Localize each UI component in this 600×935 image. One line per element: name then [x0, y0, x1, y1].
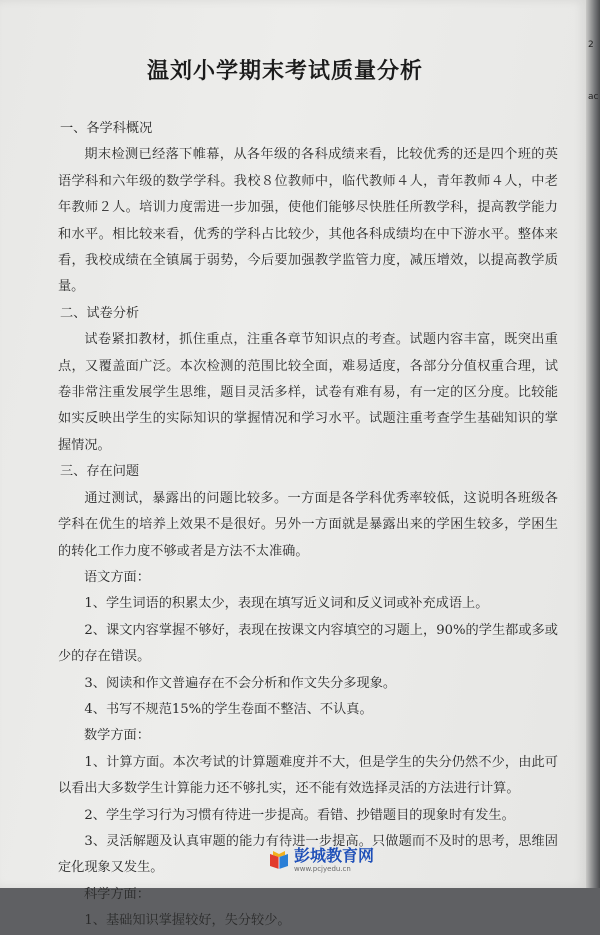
book-logo-icon — [268, 849, 290, 871]
list-item: 3、灵活解题及认真审题的能力有待进一步提高。只做题而不及时的思考，思维固定化现象又发生。 — [58, 833, 558, 876]
document-body — [58, 116, 558, 935]
list-item: 3、阅读和作文普遍存在不会分析和作文失分多现象。 — [84, 675, 397, 691]
list-item: 1、计算方面。本次考试的计算题难度并不大，但是学生的失分仍然不少，由此可以看出大多数学生计算能力还不够扎实，还不能有效选择灵活的方法进行计算。 — [58, 754, 558, 797]
page-title: 温刘小学期末考试质量分析 — [146, 59, 423, 84]
paragraph: 通过测试，暴露出的问题比较多。一方面是各学科优秀率较低，这说明各班级各学科在优生的培养上效果不是很好。另外一方面就是暴露出来的学困生较多，学困生的转化工作力度不够或者是方法不太准确。 — [58, 490, 558, 559]
list-item: 2、学生学习行为习惯有待进一步提高。看错、抄错题目的现象时有发生。 — [84, 807, 515, 823]
subject-heading: 科学方面： — [84, 886, 150, 902]
section-heading: 二、试卷分析 — [60, 305, 140, 321]
list-item: 2、课文内容掌握不够好，表现在按课文内容填空的习题上，90%的学生都或多或少的存在错误。 — [58, 622, 558, 665]
edge-mark: 2 — [588, 40, 594, 50]
subject-heading: 数学方面： — [84, 728, 150, 744]
page-edge — [586, 0, 600, 888]
watermark-name: 彭城教育网 — [294, 845, 375, 865]
subject-heading: 语文方面： — [84, 569, 150, 585]
list-item: 1、基础知识掌握较好，失分较少。 — [84, 913, 291, 929]
watermark-logo — [268, 845, 374, 875]
section-heading: 三、存在问题 — [60, 464, 140, 480]
edge-mark: ac — [588, 92, 599, 102]
paragraph: 试卷紧扣教材，抓住重点，注重各章节知识点的考查。试题内容丰富，既突出重点，又覆盖面广泛。本次检测的范围比较全面，难易适度，各部分分值权重合理，试卷非常注重发展学生思维，题目灵活多样，试卷有难有易，有一定的区分度。比较能如实反映出学生的实际知识的掌握情况和学习水平。试题注重考查学生基础知识的掌握情况。 — [58, 332, 558, 453]
list-item: 1、学生词语的积累太少，表现在填写近义词和反义词或补充成语上。 — [84, 596, 489, 612]
list-item: 4、书写不规范15%的学生卷面不整洁、不认真。 — [84, 701, 373, 717]
watermark-url: www.pcjyedu.cn — [294, 864, 351, 873]
section-heading: 一、各学科概况 — [60, 121, 153, 136]
paragraph: 期末检测已经落下帷幕，从各年级的各科成绩来看，比较优秀的还是四个班的英语学科和六年级的数学学科。我校８位教师中，临代教师４人，青年教师４人，中老年教师２人。培训力度需进一步加强，使他们能够尽快胜任所教学科，提高教学能力和水平。相比较来看，优秀的学科占比较少，其他各科成绩均在中下游水平。整体来看，我校成绩在全镇属于弱势，今后要加强教学监管力度，减压增效，以提高教学质量。 — [58, 147, 558, 295]
